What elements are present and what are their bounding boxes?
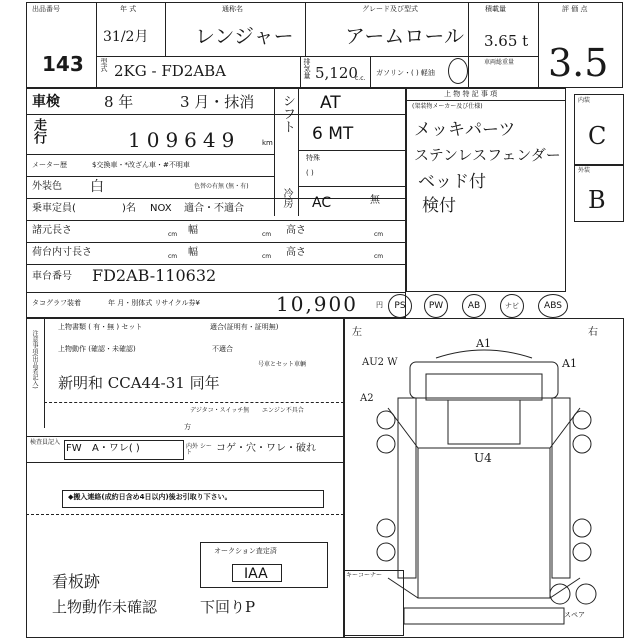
inspection-year: 8 年 (104, 93, 134, 111)
hood (448, 400, 520, 444)
seat-value: )名 (122, 203, 136, 214)
size-label: 諸元長さ (32, 225, 72, 236)
mileage-unit: km (262, 139, 273, 147)
notes-docs: 上物書類 ( 有・無 ) セット (58, 323, 143, 331)
equipment-ps: PS (388, 294, 412, 318)
spare-label: スペア (564, 611, 585, 619)
chassis-value: FD2AB-110632 (92, 266, 217, 285)
windshield (426, 374, 542, 400)
interior-label: 内装 (578, 97, 591, 104)
seat-label: 乗車定員( (32, 203, 76, 214)
grade-value: アームロール (345, 24, 464, 48)
diesel-circle (448, 58, 468, 84)
size-height-label: 高さ (286, 225, 306, 236)
feature-line-2: ステンレスフェンダー (414, 146, 561, 164)
inner-label: 内外 シート (186, 443, 212, 456)
recycle-unit: 円 (376, 301, 383, 309)
displacement-label: 排気量 (303, 58, 311, 79)
recycle-label: 年 月・別体式 リサイクル券¥ (108, 299, 200, 307)
notes-left-mark: 方 (184, 423, 191, 431)
cargo-width-label: 幅 (188, 247, 198, 258)
ac-label: 冷房 (281, 188, 292, 208)
stamp-brand: IAA (244, 566, 268, 582)
remark-2: 上物動作未確認 (52, 598, 158, 616)
damage-label: コゲ・穴・ワレ・破れ (216, 443, 316, 454)
key-label: キーコーナー (346, 572, 383, 579)
size-cm: cm (168, 231, 178, 238)
recycle-value: 10,900 (276, 292, 358, 316)
fuel-value: ガソリン・( ) 軽油 (376, 69, 435, 77)
features-sub-label: (架装物メーカー及び仕様) (412, 103, 483, 110)
size-height-cm: cm (374, 231, 384, 238)
lot-label: 出品番号 (32, 5, 60, 13)
mark-a1-right: A1 (562, 357, 577, 370)
mark-au2w: AU2 W (362, 357, 398, 368)
inspector-label: 検査員記入 (30, 439, 61, 446)
spare-tire-2 (576, 584, 596, 604)
color-change: 色替の有無 (無・有) (194, 183, 249, 190)
remark-1: 看板跡 (52, 572, 101, 591)
ac-none: 無 (370, 195, 380, 206)
feature-line-4: 検付 (422, 196, 456, 216)
nox-label: NOX (150, 203, 172, 214)
transmission-at: AT (320, 93, 341, 113)
nox-value: 適合・不適合 (184, 203, 244, 214)
score-label: 評 価 点 (562, 5, 588, 13)
cargo-height-cm: cm (374, 253, 384, 260)
exterior-value: B (588, 186, 606, 214)
ac-value: AC (312, 195, 332, 211)
equipment-ab: AB (462, 294, 486, 318)
color-label: 外装色 (32, 181, 62, 192)
cargo-width-cm: cm (262, 253, 272, 260)
inspection-label: 車検 (32, 94, 60, 110)
displacement-unit: c.c. (355, 75, 366, 82)
notes-engine-reverse: エンジン不具合 (262, 407, 304, 414)
meter-value: $交換車・*改ざん車・#不明車 (92, 161, 190, 169)
roof-outline (436, 350, 532, 358)
lot-number: 143 (42, 52, 84, 76)
chassis-label: 車台番号 (32, 271, 72, 282)
transmission-mt: 6 MT (312, 124, 354, 144)
features-label: 上 物 特 記 事 項 (444, 90, 498, 98)
capacity-label: 積載量 (485, 5, 506, 13)
equipment-abs: ABS (538, 294, 568, 318)
model-value: 2KG - FD2ABA (114, 62, 227, 80)
interior-value: C (588, 122, 607, 150)
inspection-month: 3 月・抹消 (180, 93, 255, 111)
capacity-value: 3.65 t (484, 32, 529, 50)
notes-plate: 号車とセット車輌 (258, 361, 307, 368)
name-label: 通称名 (222, 5, 243, 13)
mileage-label: 走行 (31, 118, 46, 144)
exterior-label: 外装 (578, 167, 591, 174)
size-width-label: 幅 (188, 225, 198, 236)
gross-weight-label: 車両総重量 (484, 59, 515, 66)
diagram-left: 左 (352, 327, 362, 338)
remark-3: 下回りP (200, 598, 256, 616)
fw-value: A・ワレ( ) (92, 443, 140, 454)
cargo-label: 荷台内寸長さ (32, 247, 92, 258)
diagram-right: 右 (588, 327, 598, 338)
score-value: 3.5 (548, 41, 609, 85)
mark-a2: A2 (360, 393, 374, 404)
fw-label: FW (66, 443, 82, 454)
notice-text: ◆搬入連絡(成約日含め4日以内)後お引取り下さい。 (68, 493, 232, 501)
notes-movement: 上物動作 (確認・未確認) (58, 345, 136, 353)
grade-label: グレード及び型式 (362, 5, 418, 13)
notes-docs-option: 適合(証明有・証明無) (210, 323, 279, 331)
cargo-cm: cm (168, 253, 178, 260)
special-value: ( ) (306, 169, 314, 177)
year-label: 年 式 (120, 5, 137, 13)
mark-a1-top: A1 (476, 337, 491, 350)
cargo-bed (418, 448, 550, 598)
displacement-value: 5,120 (315, 64, 358, 82)
special-label: 特殊 (306, 154, 320, 162)
year-value: 31/2月 (103, 29, 149, 45)
mileage-value: 109649 (128, 128, 241, 152)
spare-tire-1 (550, 584, 570, 604)
shift-label: シフト (280, 94, 295, 133)
model-label: 型式 (100, 58, 108, 72)
equipment-pw: PW (424, 294, 448, 318)
mark-u4: U4 (474, 451, 492, 465)
equipment-navi: ナビ (500, 294, 524, 318)
notes-engine: 新明和 CCA44-31 同年 (58, 374, 220, 392)
notes-digital-tacho: デジタコ・スイッチ無 (190, 407, 250, 414)
color-value: 白 (90, 179, 104, 195)
name-value: レンジャー (195, 24, 294, 48)
cargo-height-label: 高さ (286, 247, 306, 258)
feature-line-1: メッキパーツ (414, 120, 516, 140)
notes-side-label: 注意事項(出品者記入) (31, 330, 38, 389)
cab-top (410, 362, 558, 398)
meter-label: メーター歴 (32, 161, 67, 169)
stamp-title: オークション査定済 (214, 547, 277, 555)
tachograph-label: タコグラフ装着 (32, 299, 81, 307)
rear-bumper (404, 608, 564, 624)
notes-docs-option-2: 不適合 (212, 345, 233, 353)
feature-line-3: ベッド付 (418, 172, 486, 192)
size-width-cm: cm (262, 231, 272, 238)
